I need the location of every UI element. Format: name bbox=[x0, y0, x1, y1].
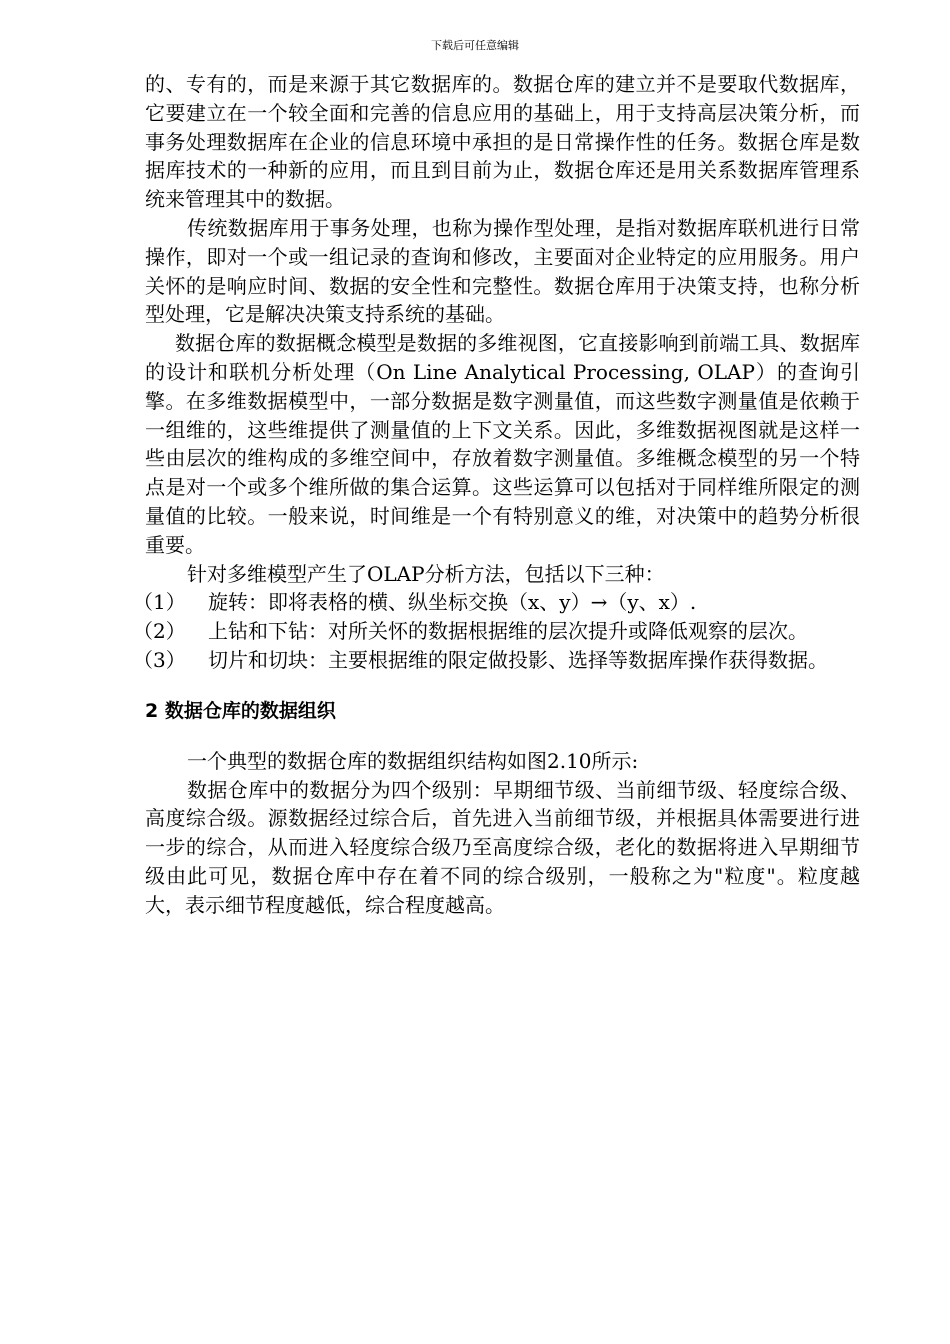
list-item-text: 旋转：即将表格的横、纵坐标交换（x、y）→（y、x）. bbox=[208, 590, 697, 615]
document-body bbox=[133, 70, 860, 920]
list-item bbox=[133, 617, 860, 646]
olap-method-list bbox=[133, 588, 860, 674]
paragraph-4: 针对多维模型产生了OLAP分析方法，包括以下三种： bbox=[187, 561, 665, 586]
paragraph-3: 数据仓库的数据概念模型是数据的多维视图，它直接影响到前端工具、数据库的设计和联机分析处理（On Line Analytical Processing, OLAP）的查询引擎。在多维数据模型中，一部分数据是数字测量值，而这些数字测量值是依赖于一组维的，这些维提供了测量值的上下文关系。因此，多维数据视图就是这样一些由层次的维构成的多维空间中，存放着数字测量值。多维概念模型的另一个特点是对一个或多个维所做的集合运算。这些运算可以包括对于同样维所限定的测量值的比较。一般来说，时间维是一个有特别意义的维，对决策中的趋势分析很重要。 bbox=[145, 331, 860, 557]
page-header: 下载后可任意编辑 bbox=[431, 39, 519, 52]
paragraph-5: 一个典型的数据仓库的数据组织结构如图2.10所示: bbox=[187, 748, 639, 773]
section-heading: 2 数据仓库的数据组织 bbox=[145, 699, 336, 722]
list-item bbox=[133, 588, 860, 617]
paragraph-6: 数据仓库中的数据分为四个级别：早期细节级、当前细节级、轻度综合级、高度综合级。源数据经过综合后，首先进入当前细节级，并根据具体需要进行进一步的综合，从而进入轻度综合级乃至高度综合级，老化的数据将进入早期细节级由此可见，数据仓库中存在着不同的综合级别，一般称之为"粒度"。粒度越大，表示细节程度越低，综合程度越高。 bbox=[145, 777, 860, 917]
paragraph-1: 的、专有的，而是来源于其它数据库的。数据仓库的建立并不是要取代数据库，它要建立在一个较全面和完善的信息应用的基础上，用于支持高层决策分析，而事务处理数据库在企业的信息环境中承担的是日常操作性的任务。数据仓库是数据库技术的一种新的应用，而且到目前为止，数据仓库还是用关系数据库管理系统来管理其中的数据。 bbox=[145, 72, 860, 212]
list-item-number: （1） bbox=[133, 590, 186, 615]
list-item bbox=[133, 646, 860, 675]
list-item-number: （2） bbox=[133, 619, 186, 644]
list-item-number: （3） bbox=[133, 647, 186, 672]
list-item-text: 上钻和下钻：对所关怀的数据根据维的层次提升或降低观察的层次。 bbox=[208, 619, 808, 644]
list-item-text: 切片和切块：主要根据维的限定做投影、选择等数据库操作获得数据。 bbox=[208, 647, 828, 672]
paragraph-2: 传统数据库用于事务处理，也称为操作型处理，是指对数据库联机进行日常操作，即对一个或一组记录的查询和修改，主要面对企业特定的应用服务。用户关怀的是响应时间、数据的安全性和完整性。数据仓库用于决策支持，也称分析型处理，它是解决决策支持系统的基础。 bbox=[145, 215, 860, 327]
